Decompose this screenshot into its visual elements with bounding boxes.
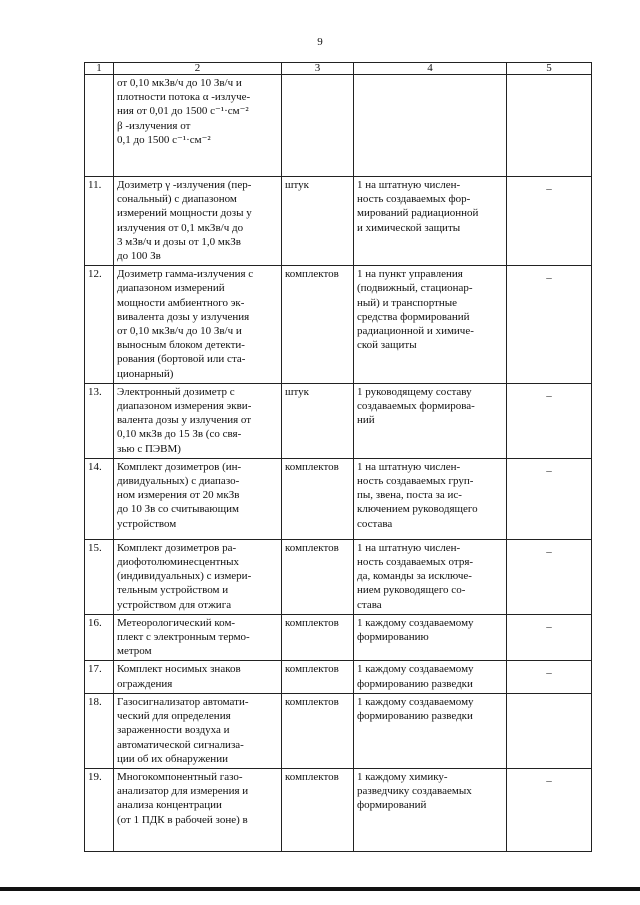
table-row	[85, 75, 592, 177]
item-name-line: зью с ПЭВМ)	[117, 442, 181, 455]
item-name-line: ния от 0,01 до 1500 с⁻¹·см⁻²	[117, 105, 249, 118]
allocation-norm-line: 1 каждому создаваемому	[357, 663, 474, 676]
item-name-line: анализа концентрации	[117, 799, 222, 812]
item-name-line: ном измерения от 20 мкЗв	[117, 489, 240, 502]
equipment-table	[84, 62, 592, 852]
item-name-line: 3 мЗв/ч и дозы от 1,0 мкЗв	[117, 235, 241, 248]
item-name-line: дивидуальных) с диапазо-	[117, 475, 240, 488]
item-name-line: Дозиметр γ -излучения (пер-	[117, 179, 252, 191]
item-name-line: излучения от 0,1 мкЗв/ч до	[117, 221, 244, 234]
allocation-norm-line: и химической защиты	[357, 221, 461, 234]
allocation-norm	[354, 75, 507, 177]
note-value: –	[546, 464, 552, 477]
allocation-norm-line: радиационной и химиче-	[357, 325, 474, 338]
item-name-line: ционарный)	[117, 367, 174, 380]
item-name	[114, 539, 282, 614]
allocation-norm	[354, 177, 507, 266]
row-number: 13.	[85, 383, 114, 458]
note-value: –	[546, 774, 552, 787]
row-number: 11.	[85, 177, 114, 266]
item-name-line: рования (бортовой или ста-	[117, 353, 246, 366]
item-name-line: тельным устройством и	[117, 584, 229, 597]
item-name-line: от 0,10 мкЗв/ч до 10 Зв/ч и	[117, 325, 242, 338]
unit: комплектов	[282, 693, 354, 768]
row-number: 18.	[85, 693, 114, 768]
unit	[282, 75, 354, 177]
item-name-line: метром	[117, 645, 152, 658]
item-name-line: диапазоном измерения экви-	[117, 400, 252, 413]
note	[507, 266, 592, 384]
allocation-norm-line: (подвижный, стационар-	[357, 282, 473, 295]
allocation-norm-line: формирований	[357, 799, 427, 812]
allocation-norm-line: разведчику создаваемых	[357, 785, 472, 798]
item-name-line: Комплект дозиметров ра-	[117, 541, 237, 554]
item-name-line: измерений мощности дозы у	[117, 207, 252, 220]
item-name	[114, 661, 282, 693]
note	[507, 661, 592, 693]
item-name	[114, 458, 282, 539]
allocation-norm-line: 1 каждому создаваемому	[357, 616, 474, 629]
column-header-4: 4	[354, 63, 507, 75]
allocation-norm-line: ность создаваемых отря-	[357, 556, 474, 569]
item-name-line: сональный) с диапазоном	[117, 193, 237, 206]
item-name-line: Электронный дозиметр с	[117, 385, 235, 398]
row-number: 14.	[85, 458, 114, 539]
item-name-line: плотности потока α -излуче-	[117, 91, 251, 104]
unit: комплектов	[282, 266, 354, 384]
allocation-norm-line: формированию	[357, 631, 429, 644]
allocation-norm	[354, 661, 507, 693]
item-name-line: мощности амбиентного эк-	[117, 296, 245, 309]
allocation-norm-line: ской защиты	[357, 339, 417, 352]
item-name-line: диофотолюминесцентных	[117, 556, 240, 569]
allocation-norm-line: 1 на штатную числен-	[357, 179, 461, 191]
table-row	[85, 614, 592, 661]
item-name-line: плект с электронным термо-	[117, 631, 250, 644]
note-value: –	[546, 667, 552, 680]
unit: комплектов	[282, 539, 354, 614]
row-number: 16.	[85, 614, 114, 661]
item-name-line: анализатор для измерения и	[117, 785, 249, 798]
allocation-norm	[354, 383, 507, 458]
unit: комплектов	[282, 768, 354, 851]
allocation-norm-line: формированию разведки	[357, 710, 473, 723]
allocation-norm-line: нием руководящего со-	[357, 584, 466, 597]
allocation-norm-line: 1 каждому создаваемому	[357, 695, 474, 708]
note	[507, 383, 592, 458]
table-row	[85, 768, 592, 851]
bottom-rule	[0, 887, 640, 891]
table-row	[85, 266, 592, 384]
note-value: –	[546, 272, 552, 285]
allocation-norm	[354, 539, 507, 614]
allocation-norm-line: става	[357, 598, 382, 611]
item-name-line: (индивидуальных) с измери-	[117, 570, 252, 583]
note-value: –	[546, 620, 552, 633]
column-header-3: 3	[282, 63, 354, 75]
item-name-line: валента дозы у излучения от	[117, 414, 252, 427]
allocation-norm-line: средства формирований	[357, 310, 470, 323]
allocation-norm-line: 1 руководящему составу	[357, 385, 472, 398]
allocation-norm-line: создаваемых формирова-	[357, 400, 475, 413]
unit: штук	[282, 177, 354, 266]
note	[507, 693, 592, 768]
allocation-norm-line: пы, звена, поста за ис-	[357, 489, 462, 502]
allocation-norm-line: ний	[357, 414, 375, 427]
allocation-norm	[354, 266, 507, 384]
table-row	[85, 383, 592, 458]
table-row	[85, 661, 592, 693]
unit: штук	[282, 383, 354, 458]
allocation-norm-line: 1 на штатную числен-	[357, 541, 461, 554]
table-row	[85, 693, 592, 768]
allocation-norm-line: ный) и транспортные	[357, 296, 458, 309]
allocation-norm-line: формированию разведки	[357, 677, 473, 690]
allocation-norm-line: 1 на пункт управления	[357, 268, 463, 281]
allocation-norm-line: ность создаваемых фор-	[357, 193, 471, 206]
item-name-line: до 10 Зв со считывающим	[117, 503, 239, 516]
note-value: –	[546, 545, 552, 558]
item-name	[114, 266, 282, 384]
item-name-line: β -излучения от	[117, 119, 191, 132]
item-name-line: Комплект дозиметров (ин-	[117, 460, 242, 473]
page-number: 9	[317, 36, 323, 48]
allocation-norm	[354, 458, 507, 539]
item-name-line: до 100 Зв	[117, 250, 161, 263]
note	[507, 75, 592, 177]
unit: комплектов	[282, 458, 354, 539]
item-name-line: от 0,10 мкЗв/ч до 10 Зв/ч и	[117, 77, 242, 89]
row-number	[85, 75, 114, 177]
unit: комплектов	[282, 614, 354, 661]
note-value: –	[546, 183, 552, 195]
column-header-1: 1	[85, 63, 114, 75]
allocation-norm-line: мирований радиационной	[357, 207, 479, 220]
allocation-norm-line: да, команды за исключе-	[357, 570, 472, 583]
item-name-line: устройством для отжига	[117, 598, 232, 611]
allocation-norm-line: 1 на штатную числен-	[357, 460, 461, 473]
allocation-norm	[354, 614, 507, 661]
unit: комплектов	[282, 661, 354, 693]
item-name-line: ограждения	[117, 677, 173, 690]
item-name	[114, 75, 282, 177]
allocation-norm	[354, 768, 507, 851]
item-name	[114, 768, 282, 851]
item-name-line: ческий для определения	[117, 710, 231, 723]
row-number: 15.	[85, 539, 114, 614]
note	[507, 614, 592, 661]
item-name-line: (от 1 ПДК в рабочей зоне) в	[117, 813, 248, 826]
item-name-line: Газосигнализатор автомати-	[117, 695, 249, 708]
row-number: 12.	[85, 266, 114, 384]
item-name-line: 0,1 до 1500 с⁻¹·см⁻²	[117, 133, 211, 146]
table-row	[85, 177, 592, 266]
item-name-line: Комплект носимых знаков	[117, 663, 241, 676]
allocation-norm-line: ключением руководящего	[357, 503, 478, 516]
note-value: –	[546, 389, 552, 402]
item-name-line: вивалента дозы у излучения	[117, 310, 250, 323]
item-name-line: выносным блоком детекти-	[117, 339, 245, 352]
table-row	[85, 539, 592, 614]
note	[507, 458, 592, 539]
allocation-norm	[354, 693, 507, 768]
row-number: 17.	[85, 661, 114, 693]
item-name-line: диапазоном измерений	[117, 282, 225, 295]
item-name-line: устройством	[117, 517, 177, 530]
item-name-line: Метеорологический ком-	[117, 616, 236, 629]
item-name	[114, 177, 282, 266]
item-name	[114, 383, 282, 458]
item-name-line: ции об их обнаружении	[117, 752, 228, 765]
table-row	[85, 458, 592, 539]
item-name-line: 0,10 мкЗв до 15 Зв (со свя-	[117, 428, 242, 441]
item-name-line: Многокомпонентный газо-	[117, 770, 243, 783]
row-number: 19.	[85, 768, 114, 851]
allocation-norm-line: состава	[357, 517, 393, 530]
item-name-line: автоматической сигнализа-	[117, 738, 244, 751]
column-header-2: 2	[114, 63, 282, 75]
note	[507, 177, 592, 266]
item-name-line: зараженности воздуха и	[117, 724, 230, 737]
note	[507, 768, 592, 851]
allocation-norm-line: ность создаваемых груп-	[357, 475, 474, 488]
table-header-row	[85, 63, 592, 75]
item-name-line: Дозиметр гамма-излучения с	[117, 268, 254, 281]
note	[507, 539, 592, 614]
item-name	[114, 614, 282, 661]
item-name	[114, 693, 282, 768]
allocation-norm-line: 1 каждому химику-	[357, 770, 448, 783]
column-header-5: 5	[507, 63, 592, 75]
